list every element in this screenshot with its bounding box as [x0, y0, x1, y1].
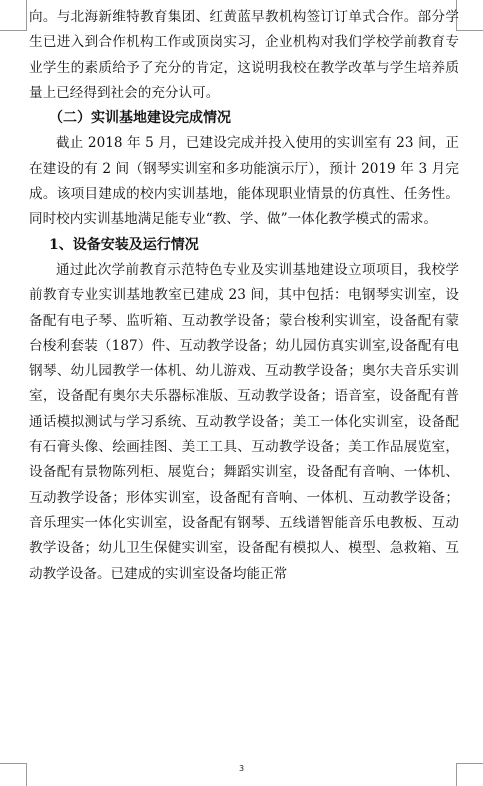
paragraph-continuation: 向。与北海新维特教育集团、红黄蓝早教机构签订订单式合作。部分学生已进入到合作机构工作或顶岗实习，企业机构对我们学校学前教育专业学生的素质给予了充分的肯定，这说明我校在教学改革与学生培养质量上已经得到社会的充分认可。	[29, 9, 459, 101]
document-body	[29, 5, 459, 587]
section-heading-training-base: （二）实训基地建设完成情况	[49, 110, 231, 127]
crop-mark-top-right	[456, 0, 483, 31]
paragraph-equipment-details: 通过此次学前教育示范特色专业及实训基地建设立项项目，我校学前教育专业实训基地教室已建成 23 间，其中包括：电钢琴实训室，设备配有电子琴、监听箱、互动教学设备；蒙台梭利实训室，设备配有蒙台梭利套装（187）件、互动教学设备；幼儿园仿真实训室,设备配有电钢琴、幼儿园教学一体机、幼儿游戏、互动教学设备；奥尔夫音乐实训室，设备配有奥尔夫乐器标准版、互动教学设备；语音室，设备配有普通话模拟测试与学习系统、互动教学设备；美工一体化实训室，设备配有石膏头像、绘画挂图、美工工具、互动教学设备；美工作品展览室，设备配有景物陈列柜、展览台；舞蹈实训室，设备配有音响、一体机、互动教学设备；形体实训室，设备配有音响、一体机、互动教学设备；音乐理实一体化实训室，设备配有钢琴、五线谱智能音乐电教板、互动教学设备；幼儿卫生保健实训室，设备配有模拟人、模型、急救箱、互动教学设备。已建成的实训室设备均能正常	[29, 261, 459, 582]
paragraph-training-base-status: 截止 2018 年 5 月，已建设完成并投入使用的实训室有 23 间，正在建设的有 2 间（钢琴实训室和多功能演示厅），预计 2019 年 3 月完成。该项目建成的校内实训基地，能体现职业情景的仿真性、任务性。同时校内实训基地满足能专业“教、学、做”一体化教学模式的需求。	[29, 135, 459, 228]
page-number: 3	[238, 764, 245, 773]
crop-mark-top-left	[0, 0, 27, 31]
subsection-heading-equipment: 1、设备安装及运行情况	[49, 236, 199, 253]
